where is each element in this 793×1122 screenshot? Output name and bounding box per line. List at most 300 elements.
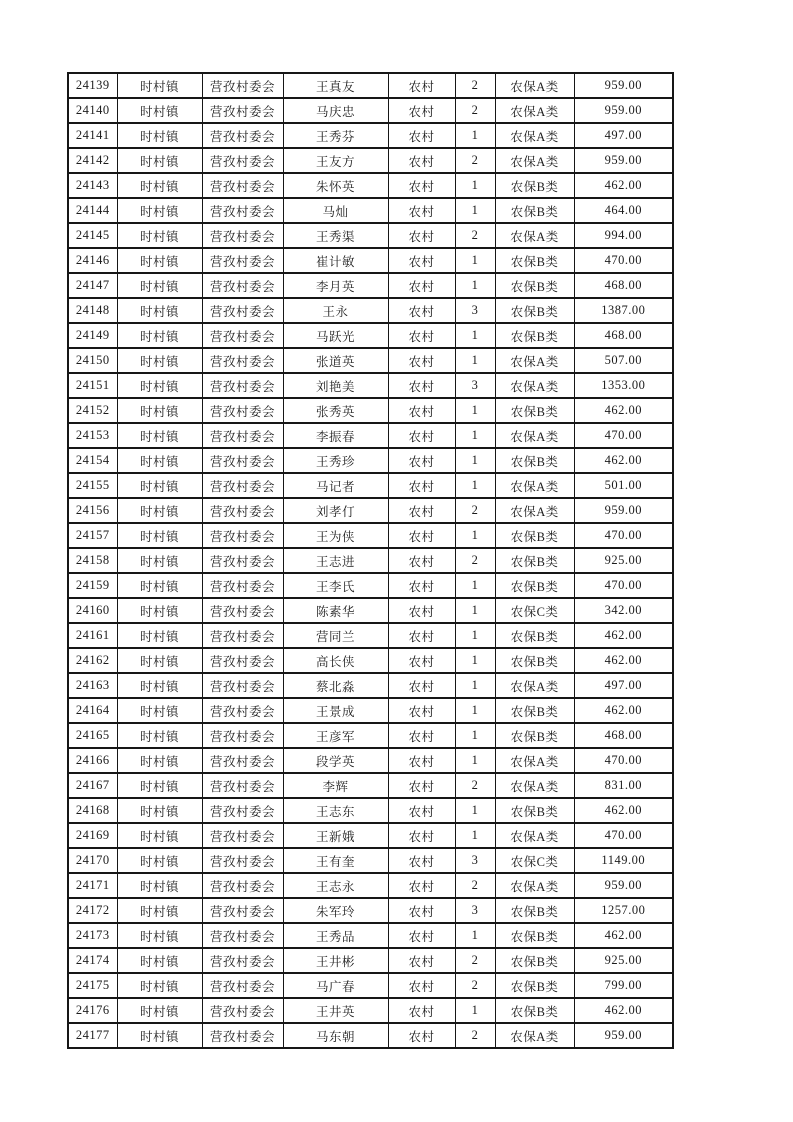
cell-record-id: 24177 [68, 1023, 117, 1048]
cell-village-committee: 营孜村委会 [202, 273, 283, 298]
cell-town: 时村镇 [117, 198, 202, 223]
cell-insurance-category: 农保C类 [495, 598, 574, 623]
cell-person-count: 1 [455, 648, 495, 673]
cell-person-name: 马广春 [283, 973, 388, 998]
cell-person-count: 1 [455, 823, 495, 848]
cell-person-count: 2 [455, 498, 495, 523]
cell-record-id: 24147 [68, 273, 117, 298]
cell-town: 时村镇 [117, 698, 202, 723]
cell-person-name: 王有奎 [283, 848, 388, 873]
cell-insurance-category: 农保B类 [495, 448, 574, 473]
cell-person-name: 王友方 [283, 148, 388, 173]
cell-person-count: 2 [455, 773, 495, 798]
cell-amount: 462.00 [574, 648, 673, 673]
cell-amount: 959.00 [574, 1023, 673, 1048]
cell-town: 时村镇 [117, 473, 202, 498]
cell-amount: 470.00 [574, 248, 673, 273]
cell-insurance-category: 农保A类 [495, 98, 574, 123]
cell-insurance-category: 农保A类 [495, 373, 574, 398]
cell-record-id: 24143 [68, 173, 117, 198]
cell-insurance-category: 农保B类 [495, 173, 574, 198]
cell-person-count: 1 [455, 598, 495, 623]
cell-residence-type: 农村 [388, 798, 455, 823]
cell-person-count: 2 [455, 548, 495, 573]
cell-amount: 462.00 [574, 173, 673, 198]
cell-amount: 925.00 [574, 948, 673, 973]
cell-village-committee: 营孜村委会 [202, 748, 283, 773]
cell-person-count: 1 [455, 998, 495, 1023]
cell-town: 时村镇 [117, 398, 202, 423]
table-row [68, 873, 673, 898]
cell-record-id: 24152 [68, 398, 117, 423]
cell-amount: 501.00 [574, 473, 673, 498]
cell-residence-type: 农村 [388, 173, 455, 198]
cell-town: 时村镇 [117, 248, 202, 273]
table-row [68, 273, 673, 298]
cell-person-name: 王新娥 [283, 823, 388, 848]
cell-residence-type: 农村 [388, 598, 455, 623]
cell-insurance-category: 农保A类 [495, 673, 574, 698]
table-row [68, 448, 673, 473]
cell-person-name: 王彦军 [283, 723, 388, 748]
cell-residence-type: 农村 [388, 398, 455, 423]
cell-person-name: 马庆忠 [283, 98, 388, 123]
cell-person-name: 王志进 [283, 548, 388, 573]
cell-village-committee: 营孜村委会 [202, 973, 283, 998]
table-row [68, 748, 673, 773]
cell-town: 时村镇 [117, 523, 202, 548]
table-row [68, 648, 673, 673]
cell-record-id: 24145 [68, 223, 117, 248]
cell-amount: 462.00 [574, 448, 673, 473]
cell-town: 时村镇 [117, 498, 202, 523]
cell-person-name: 朱怀英 [283, 173, 388, 198]
cell-town: 时村镇 [117, 448, 202, 473]
cell-amount: 470.00 [574, 423, 673, 448]
cell-person-name: 王真友 [283, 73, 388, 98]
cell-village-committee: 营孜村委会 [202, 448, 283, 473]
cell-town: 时村镇 [117, 573, 202, 598]
cell-residence-type: 农村 [388, 73, 455, 98]
cell-record-id: 24139 [68, 73, 117, 98]
cell-amount: 959.00 [574, 148, 673, 173]
cell-person-count: 2 [455, 973, 495, 998]
cell-town: 时村镇 [117, 748, 202, 773]
cell-town: 时村镇 [117, 973, 202, 998]
cell-person-count: 3 [455, 298, 495, 323]
cell-insurance-category: 农保B类 [495, 648, 574, 673]
cell-town: 时村镇 [117, 173, 202, 198]
cell-residence-type: 农村 [388, 323, 455, 348]
table-row [68, 948, 673, 973]
cell-village-committee: 营孜村委会 [202, 298, 283, 323]
cell-person-count: 1 [455, 448, 495, 473]
cell-record-id: 24144 [68, 198, 117, 223]
cell-person-name: 马灿 [283, 198, 388, 223]
cell-record-id: 24160 [68, 598, 117, 623]
cell-town: 时村镇 [117, 648, 202, 673]
cell-person-count: 1 [455, 123, 495, 148]
cell-insurance-category: 农保C类 [495, 848, 574, 873]
table-row [68, 848, 673, 873]
cell-person-name: 李振春 [283, 423, 388, 448]
cell-record-id: 24162 [68, 648, 117, 673]
cell-village-committee: 营孜村委会 [202, 73, 283, 98]
cell-residence-type: 农村 [388, 448, 455, 473]
cell-amount: 994.00 [574, 223, 673, 248]
cell-village-committee: 营孜村委会 [202, 798, 283, 823]
cell-village-committee: 营孜村委会 [202, 348, 283, 373]
cell-town: 时村镇 [117, 123, 202, 148]
cell-amount: 468.00 [574, 323, 673, 348]
cell-amount: 1149.00 [574, 848, 673, 873]
cell-record-id: 24165 [68, 723, 117, 748]
cell-residence-type: 农村 [388, 498, 455, 523]
table-row [68, 973, 673, 998]
cell-village-committee: 营孜村委会 [202, 1023, 283, 1048]
cell-village-committee: 营孜村委会 [202, 998, 283, 1023]
cell-amount: 462.00 [574, 998, 673, 1023]
cell-village-committee: 营孜村委会 [202, 223, 283, 248]
cell-residence-type: 农村 [388, 923, 455, 948]
table-row [68, 573, 673, 598]
cell-amount: 959.00 [574, 98, 673, 123]
cell-village-committee: 营孜村委会 [202, 948, 283, 973]
cell-record-id: 24155 [68, 473, 117, 498]
cell-person-count: 1 [455, 798, 495, 823]
cell-person-count: 1 [455, 923, 495, 948]
cell-town: 时村镇 [117, 348, 202, 373]
table-row [68, 373, 673, 398]
cell-person-count: 2 [455, 1023, 495, 1048]
cell-insurance-category: 农保A类 [495, 73, 574, 98]
cell-town: 时村镇 [117, 773, 202, 798]
cell-person-count: 1 [455, 198, 495, 223]
cell-record-id: 24171 [68, 873, 117, 898]
table-row [68, 73, 673, 98]
table-row [68, 548, 673, 573]
cell-village-committee: 营孜村委会 [202, 398, 283, 423]
cell-record-id: 24148 [68, 298, 117, 323]
cell-village-committee: 营孜村委会 [202, 623, 283, 648]
cell-person-count: 2 [455, 873, 495, 898]
cell-insurance-category: 农保B类 [495, 323, 574, 348]
cell-amount: 464.00 [574, 198, 673, 223]
cell-residence-type: 农村 [388, 898, 455, 923]
cell-amount: 799.00 [574, 973, 673, 998]
cell-town: 时村镇 [117, 98, 202, 123]
cell-person-name: 马东朝 [283, 1023, 388, 1048]
cell-person-name: 王秀渠 [283, 223, 388, 248]
cell-insurance-category: 农保A类 [495, 423, 574, 448]
cell-town: 时村镇 [117, 148, 202, 173]
cell-town: 时村镇 [117, 823, 202, 848]
cell-person-count: 1 [455, 323, 495, 348]
cell-person-name: 王井英 [283, 998, 388, 1023]
table-row [68, 898, 673, 923]
cell-residence-type: 农村 [388, 573, 455, 598]
cell-village-committee: 营孜村委会 [202, 898, 283, 923]
cell-amount: 1387.00 [574, 298, 673, 323]
cell-village-committee: 营孜村委会 [202, 148, 283, 173]
cell-residence-type: 农村 [388, 998, 455, 1023]
cell-amount: 959.00 [574, 873, 673, 898]
cell-person-count: 2 [455, 223, 495, 248]
cell-insurance-category: 农保B类 [495, 998, 574, 1023]
cell-record-id: 24167 [68, 773, 117, 798]
cell-amount: 462.00 [574, 623, 673, 648]
cell-village-committee: 营孜村委会 [202, 773, 283, 798]
cell-amount: 470.00 [574, 523, 673, 548]
cell-insurance-category: 农保B类 [495, 573, 574, 598]
cell-person-name: 王永 [283, 298, 388, 323]
cell-residence-type: 农村 [388, 198, 455, 223]
table-row [68, 498, 673, 523]
cell-village-committee: 营孜村委会 [202, 248, 283, 273]
table-row [68, 523, 673, 548]
cell-person-name: 王秀芬 [283, 123, 388, 148]
cell-town: 时村镇 [117, 848, 202, 873]
cell-insurance-category: 农保B类 [495, 948, 574, 973]
cell-person-name: 朱军玲 [283, 898, 388, 923]
cell-town: 时村镇 [117, 923, 202, 948]
cell-person-count: 1 [455, 398, 495, 423]
cell-person-name: 张道英 [283, 348, 388, 373]
cell-record-id: 24161 [68, 623, 117, 648]
cell-village-committee: 营孜村委会 [202, 823, 283, 848]
cell-person-name: 陈素华 [283, 598, 388, 623]
cell-record-id: 24174 [68, 948, 117, 973]
cell-residence-type: 农村 [388, 848, 455, 873]
cell-record-id: 24173 [68, 923, 117, 948]
cell-amount: 468.00 [574, 273, 673, 298]
cell-insurance-category: 农保B类 [495, 898, 574, 923]
cell-town: 时村镇 [117, 73, 202, 98]
cell-insurance-category: 农保A类 [495, 748, 574, 773]
table-row [68, 473, 673, 498]
table-row [68, 198, 673, 223]
cell-person-count: 1 [455, 748, 495, 773]
cell-record-id: 24164 [68, 698, 117, 723]
table-row [68, 698, 673, 723]
cell-record-id: 24172 [68, 898, 117, 923]
cell-residence-type: 农村 [388, 148, 455, 173]
cell-residence-type: 农村 [388, 773, 455, 798]
cell-amount: 959.00 [574, 73, 673, 98]
cell-residence-type: 农村 [388, 98, 455, 123]
cell-residence-type: 农村 [388, 973, 455, 998]
cell-person-name: 王景成 [283, 698, 388, 723]
table-row [68, 348, 673, 373]
cell-town: 时村镇 [117, 273, 202, 298]
cell-person-name: 王志永 [283, 873, 388, 898]
cell-record-id: 24151 [68, 373, 117, 398]
cell-town: 时村镇 [117, 798, 202, 823]
cell-insurance-category: 农保B类 [495, 623, 574, 648]
cell-person-count: 1 [455, 473, 495, 498]
cell-town: 时村镇 [117, 223, 202, 248]
cell-person-count: 1 [455, 348, 495, 373]
cell-town: 时村镇 [117, 298, 202, 323]
cell-record-id: 24176 [68, 998, 117, 1023]
cell-record-id: 24157 [68, 523, 117, 548]
cell-town: 时村镇 [117, 673, 202, 698]
cell-village-committee: 营孜村委会 [202, 198, 283, 223]
cell-person-name: 高长侠 [283, 648, 388, 673]
cell-person-count: 1 [455, 723, 495, 748]
cell-person-count: 2 [455, 948, 495, 973]
cell-record-id: 24166 [68, 748, 117, 773]
cell-person-count: 1 [455, 423, 495, 448]
cell-residence-type: 农村 [388, 298, 455, 323]
table-row [68, 773, 673, 798]
cell-town: 时村镇 [117, 723, 202, 748]
cell-village-committee: 营孜村委会 [202, 373, 283, 398]
table-row [68, 298, 673, 323]
cell-insurance-category: 农保B类 [495, 548, 574, 573]
cell-residence-type: 农村 [388, 348, 455, 373]
cell-village-committee: 营孜村委会 [202, 723, 283, 748]
table-row [68, 223, 673, 248]
table-row [68, 98, 673, 123]
cell-village-committee: 营孜村委会 [202, 123, 283, 148]
table-row [68, 323, 673, 348]
cell-insurance-category: 农保B类 [495, 973, 574, 998]
cell-town: 时村镇 [117, 323, 202, 348]
cell-person-name: 刘艳美 [283, 373, 388, 398]
cell-person-name: 李辉 [283, 773, 388, 798]
cell-village-committee: 营孜村委会 [202, 323, 283, 348]
cell-village-committee: 营孜村委会 [202, 698, 283, 723]
cell-town: 时村镇 [117, 998, 202, 1023]
cell-person-count: 2 [455, 98, 495, 123]
cell-amount: 470.00 [574, 823, 673, 848]
cell-person-name: 王井彬 [283, 948, 388, 973]
cell-residence-type: 农村 [388, 1023, 455, 1048]
cell-insurance-category: 农保B类 [495, 698, 574, 723]
cell-person-count: 3 [455, 898, 495, 923]
cell-insurance-category: 农保A类 [495, 348, 574, 373]
cell-insurance-category: 农保B类 [495, 398, 574, 423]
cell-person-name: 张秀英 [283, 398, 388, 423]
cell-person-name: 李月英 [283, 273, 388, 298]
table-row [68, 723, 673, 748]
table-row [68, 173, 673, 198]
table-row [68, 598, 673, 623]
cell-person-name: 王志东 [283, 798, 388, 823]
cell-residence-type: 农村 [388, 373, 455, 398]
cell-person-count: 1 [455, 273, 495, 298]
cell-person-count: 1 [455, 523, 495, 548]
cell-village-committee: 营孜村委会 [202, 498, 283, 523]
cell-record-id: 24154 [68, 448, 117, 473]
cell-record-id: 24169 [68, 823, 117, 848]
cell-person-name: 马记者 [283, 473, 388, 498]
cell-person-count: 1 [455, 698, 495, 723]
cell-insurance-category: 农保B类 [495, 723, 574, 748]
cell-person-count: 3 [455, 848, 495, 873]
cell-residence-type: 农村 [388, 748, 455, 773]
cell-amount: 462.00 [574, 798, 673, 823]
table-row [68, 998, 673, 1023]
cell-village-committee: 营孜村委会 [202, 423, 283, 448]
cell-town: 时村镇 [117, 548, 202, 573]
cell-person-name: 蔡北淼 [283, 673, 388, 698]
cell-town: 时村镇 [117, 423, 202, 448]
cell-village-committee: 营孜村委会 [202, 848, 283, 873]
cell-insurance-category: 农保B类 [495, 923, 574, 948]
cell-insurance-category: 农保A类 [495, 773, 574, 798]
table-row [68, 623, 673, 648]
cell-residence-type: 农村 [388, 723, 455, 748]
cell-village-committee: 营孜村委会 [202, 598, 283, 623]
cell-person-count: 1 [455, 623, 495, 648]
cell-insurance-category: 农保B类 [495, 273, 574, 298]
cell-amount: 1257.00 [574, 898, 673, 923]
table-row [68, 673, 673, 698]
cell-person-count: 2 [455, 73, 495, 98]
cell-insurance-category: 农保A类 [495, 823, 574, 848]
cell-amount: 470.00 [574, 748, 673, 773]
cell-amount: 1353.00 [574, 373, 673, 398]
cell-town: 时村镇 [117, 598, 202, 623]
cell-village-committee: 营孜村委会 [202, 573, 283, 598]
cell-person-count: 3 [455, 373, 495, 398]
cell-record-id: 24149 [68, 323, 117, 348]
cell-amount: 497.00 [574, 123, 673, 148]
cell-amount: 497.00 [574, 673, 673, 698]
cell-residence-type: 农村 [388, 823, 455, 848]
cell-insurance-category: 农保B类 [495, 298, 574, 323]
cell-residence-type: 农村 [388, 648, 455, 673]
cell-person-count: 2 [455, 148, 495, 173]
cell-person-name: 王秀品 [283, 923, 388, 948]
cell-village-committee: 营孜村委会 [202, 648, 283, 673]
cell-amount: 342.00 [574, 598, 673, 623]
cell-insurance-category: 农保A类 [495, 148, 574, 173]
cell-record-id: 24168 [68, 798, 117, 823]
table-row [68, 423, 673, 448]
table-row [68, 1023, 673, 1048]
cell-amount: 462.00 [574, 923, 673, 948]
cell-person-count: 1 [455, 248, 495, 273]
cell-town: 时村镇 [117, 873, 202, 898]
cell-insurance-category: 农保A类 [495, 473, 574, 498]
cell-amount: 462.00 [574, 398, 673, 423]
cell-insurance-category: 农保B类 [495, 523, 574, 548]
cell-amount: 925.00 [574, 548, 673, 573]
cell-town: 时村镇 [117, 898, 202, 923]
cell-residence-type: 农村 [388, 873, 455, 898]
cell-village-committee: 营孜村委会 [202, 923, 283, 948]
cell-person-name: 刘孝仃 [283, 498, 388, 523]
cell-person-name: 王为侠 [283, 523, 388, 548]
cell-town: 时村镇 [117, 623, 202, 648]
cell-insurance-category: 农保A类 [495, 123, 574, 148]
table-row [68, 248, 673, 273]
cell-record-id: 24141 [68, 123, 117, 148]
cell-village-committee: 营孜村委会 [202, 98, 283, 123]
cell-insurance-category: 农保B类 [495, 248, 574, 273]
cell-amount: 470.00 [574, 573, 673, 598]
cell-village-committee: 营孜村委会 [202, 673, 283, 698]
cell-residence-type: 农村 [388, 948, 455, 973]
cell-residence-type: 农村 [388, 523, 455, 548]
cell-record-id: 24150 [68, 348, 117, 373]
cell-village-committee: 营孜村委会 [202, 523, 283, 548]
cell-residence-type: 农村 [388, 423, 455, 448]
cell-person-name: 崔计敏 [283, 248, 388, 273]
